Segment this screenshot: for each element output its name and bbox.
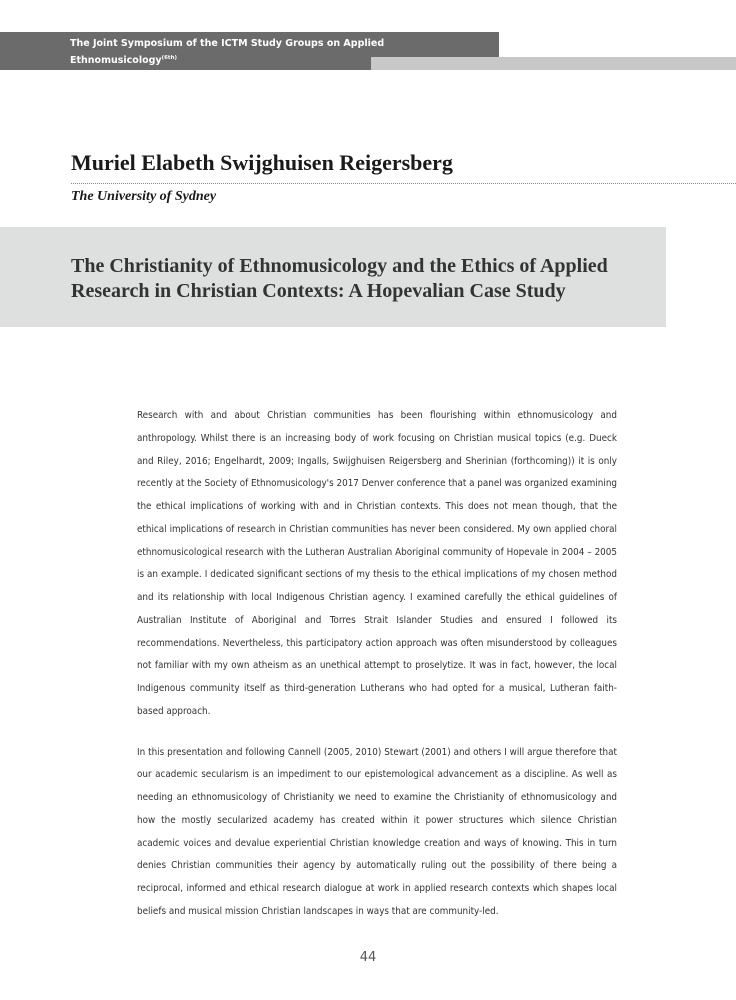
abstract-paragraph-2: In this presentation and following Cannell (2005, 2010) Stewart (2001) and others I will argue therefore that our academic secularism is an impediment to our epistemological advancement as a discipline. As well as needing an ethnomusicology of Christianity we need to examine the Christianity of ethnomusicology and how the mostly secularized academy has created within it power structures which silence Christian academic voices and devalue experiential Christian knowledge creation and ways of knowing. This in turn denies Christian communities their agency by automatically ruling out the possibility of there being a reciprocal, informed and ethical research dialogue at work in applied research contexts which shapes local beliefs and musical mission Christian landscapes in ways that are community-led. xyxy=(137,746,617,917)
paper-title: The Christianity of Ethnomusicology and the Ethics of Applied Research in Christian Contexts: A Hopevalian Case Study xyxy=(71,255,608,302)
author-divider xyxy=(71,183,736,184)
running-header-line-2 xyxy=(70,68,490,85)
running-header-line-2-text: and Music, Education and Social Inclusion xyxy=(70,72,295,83)
running-header xyxy=(70,37,490,85)
author-affiliation: The University of Sydney xyxy=(71,189,217,204)
page-number: 44 xyxy=(359,950,377,965)
author-name: Muriel Elabeth Swijghuisen Reigersberg xyxy=(71,150,453,175)
running-header-line-1 xyxy=(70,37,490,68)
abstract xyxy=(137,405,617,924)
running-header-line-1-sup: (6th) xyxy=(161,55,177,61)
running-header-line-2-sup: (2nd) xyxy=(294,72,311,78)
running-header-line-1-text: The Joint Symposium of the ICTM Study Groups on Applied Ethnomusicology xyxy=(70,38,385,66)
abstract-paragraph-1: Research with and about Christian communities has been flourishing within ethnomusicology and anthropology. Whilst there is an increasing body of work focusing on Christian musical topics (e.g. Dueck and Riley, 2016; Engelhardt, 2009; Ingalls, Swijghuisen Reigersberg and Sherinian (forthcoming)) it is only recently at the Society of Ethnomusicology's 2017 Denver conference that a panel was organized examining the ethical implications of working with and in Christian contexts. This does not mean though, that the ethical implications of research in Christian communities has never been considered. My own applied choral ethnomusicological research with the Lutheran Australian Aboriginal community of Hopevale in 2004 – 2005 is an example. I dedicated significant sections of my thesis to the ethical implications of my chosen method and its relationship with local Indigenous Christian agency. I examined carefully the ethical guidelines of Australian Institute of Aboriginal and Torres Strait Islander Studies and ensured I followed its recommendations. Nevertheless, this participatory action approach was often misunderstood by colleagues not familiar with my own atheism as an unethical attempt to proselytize. It was in fact, however, the local Indigenous community itself as third-generation Lutherans who had opted for a musical, Lutheran faith-based approach. xyxy=(137,410,617,717)
